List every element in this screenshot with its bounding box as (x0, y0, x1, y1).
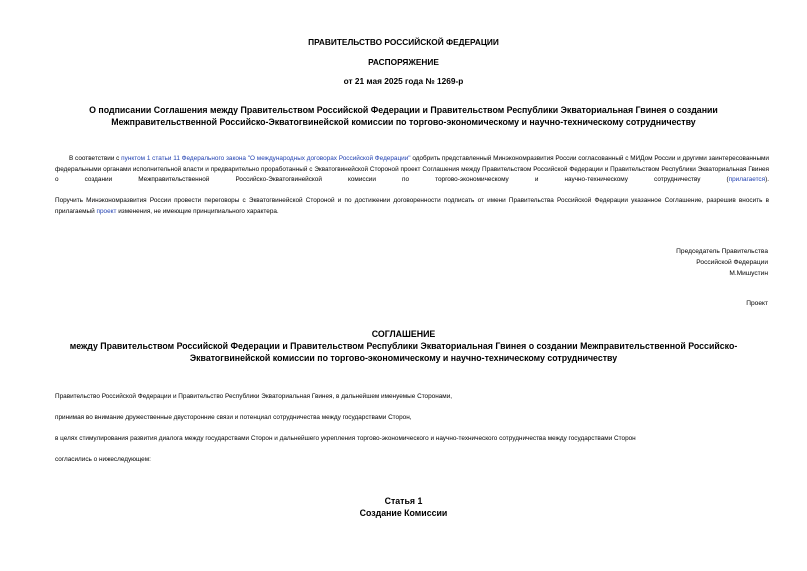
signature-block (676, 246, 768, 279)
government-heading: ПРАВИТЕЛЬСТВО РОССИЙСКОЙ ФЕДЕРАЦИИ (308, 37, 499, 47)
article-1-number: Статья 1 (384, 496, 423, 506)
agreement-subtitle-line2: Экватогвинейской комиссии по торгово-экономическому и научно-техническому сотрудничеству (189, 353, 618, 363)
preamble-line: согласились о нижеследующем: (55, 456, 151, 463)
article-1-title: Создание Комиссии (359, 508, 448, 518)
paragraph-text: Поручить Минэкономразвития России провести переговоры с Экватогвинейской Стороной и по достижении договоренности подписать от имени Правительства Российской Федерации указанное Соглашение, разрешив вносить в прилагаемый (55, 197, 769, 215)
doc-date-number: от 21 мая 2025 года № 1269-р (343, 76, 464, 86)
preamble-line: принимая во внимание дружественные двусторонние связи и потенциал сотрудничества между государствами Сторон, (55, 414, 412, 421)
signature-organization: Российской Федерации (696, 259, 768, 266)
agreement-subtitle (0, 340, 807, 364)
federal-law-link[interactable]: пунктом 1 статьи 11 Федерального закона "О международных договорах Российской Федерации" (121, 155, 411, 162)
doc-type: РАСПОРЯЖЕНИЕ (368, 57, 439, 67)
preamble-line: Правительство Российской Федерации и Правительство Республики Экваториальная Гвинея, в дальнейшем именуемые Сторонами, (55, 393, 453, 400)
document-title-line2: Межправительственной Российско-Экватогвинейской комиссии по торгово-экономическому и научно-техническому сотрудничеству (111, 117, 696, 127)
preamble-line: в целях стимулирования развития диалога между государствами Сторон и дальнейшего укрепления торгово-экономического и научно-технического сотрудничества между государствами Сторон (55, 435, 636, 442)
paragraph-text: изменения, не имеющие принципиального характера. (116, 207, 279, 215)
document-title-line1: О подписании Соглашения между Правительством Российской Федерации и Правительством Республики Экваториальная Гвинея о создании (89, 105, 718, 115)
draft-label: Проект (746, 300, 768, 307)
paragraph-text: одобрить представленный Минэкономразвития России согласованный с МИДом России и другими заинтересованными федеральными органами исполнительной власти и предварительно проработанный с Экватогвинейской Стороной проект Соглашения между Правительством Российской Федерации и Правительством Республики Экваториальная Гвинея о создании Межправительственной Российско-Экватогвинейской комиссии по торгово-экономическому и научно-техническому сотрудничеству ( (55, 155, 770, 183)
signature-position: Председатель Правительства (676, 248, 768, 255)
attached-link[interactable]: прилагается (728, 176, 766, 183)
paragraph-text: ). (765, 176, 769, 183)
agreement-subtitle-line1: между Правительством Российской Федерации и Правительством Республики Экваториальная Гвинея о создании Межправительственной Российско- (69, 341, 738, 351)
paragraph-text: В соответствии с (69, 155, 122, 162)
order-paragraph-2 (55, 196, 769, 217)
agreement-heading: СОГЛАШЕНИЕ (371, 329, 436, 339)
document-title (0, 104, 807, 128)
signature-name: М.Мишустин (729, 270, 768, 277)
order-paragraph-1 (55, 154, 769, 186)
draft-link[interactable]: проект (96, 207, 117, 215)
